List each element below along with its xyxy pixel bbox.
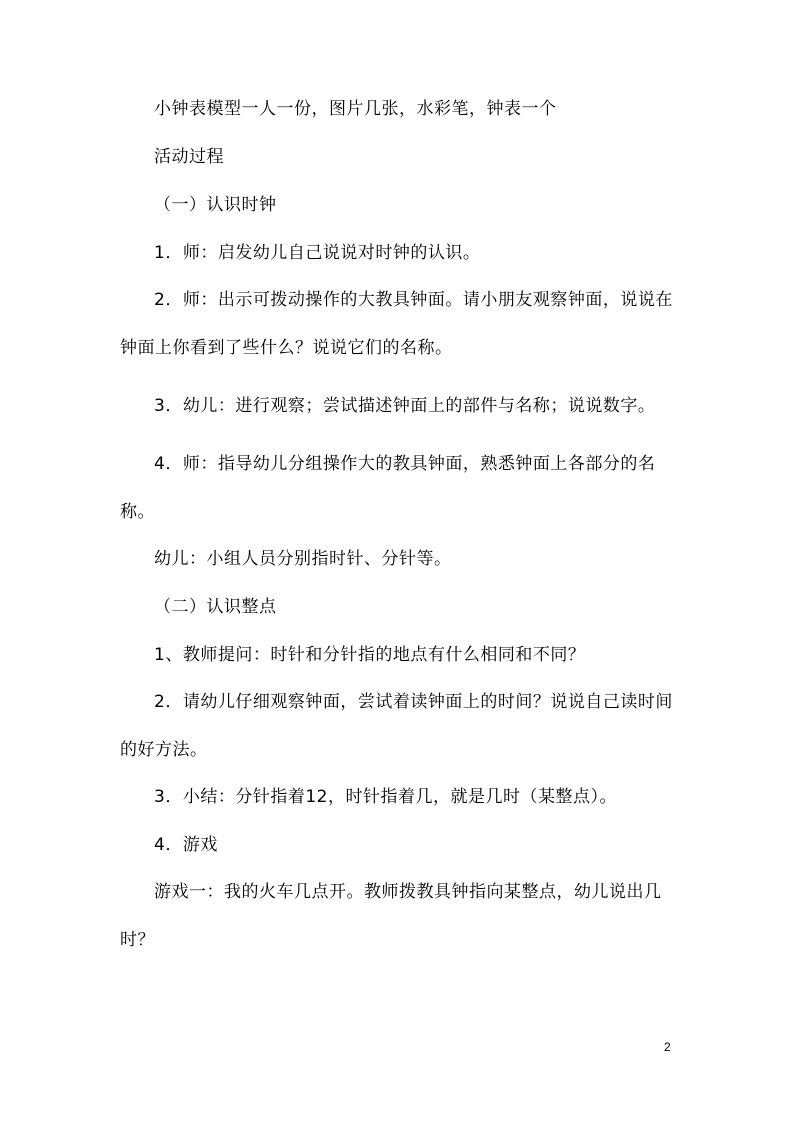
section-one-child-activity: 幼儿：小组人员分别指时针、分针等。 xyxy=(154,549,452,569)
section-two-step-4: 4．游戏 xyxy=(154,835,218,855)
page-number: 2 xyxy=(664,1040,671,1054)
section-two-heading: （二）认识整点 xyxy=(154,597,277,617)
section-two-step-2: 2．请幼儿仔细观察钟面，尝试着读钟面上的时间？说说自己读时间的好方法。 xyxy=(120,692,673,760)
section-two-step-3: 3．小结：分针指着12，时针指着几，就是几时（某整点）。 xyxy=(154,787,617,807)
section-one-step-1: 1．师：启发幼儿自己说说对时钟的认识。 xyxy=(154,243,481,263)
section-one-step-3: 3．幼儿：进行观察；尝试描述钟面上的部件与名称；说说数字。 xyxy=(154,396,656,416)
section-two-step-1: 1、教师提问：时针和分针指的地点有什么相同和不同？ xyxy=(154,645,586,665)
section-one-step-4: 4．师：指导幼儿分组操作大的教具钟面，熟悉钟面上各部分的名称。 xyxy=(120,454,656,522)
materials-paragraph: 小钟表模型一人一份，图片几张，水彩笔，钟表一个 xyxy=(154,99,557,119)
game-one-paragraph: 游戏一：我的火车几点开。教师拨教具钟指向某整点，幼儿说出几时？ xyxy=(120,882,662,950)
section-one-heading: （一）认识时钟 xyxy=(154,195,277,215)
document-body xyxy=(120,96,680,964)
section-one-step-2: 2．师：出示可拨动操作的大教具钟面。请小朋友观察钟面，说说在钟面上你看到了些什么？说说它们的名称。 xyxy=(120,290,673,358)
activity-process-heading: 活动过程 xyxy=(154,147,224,167)
